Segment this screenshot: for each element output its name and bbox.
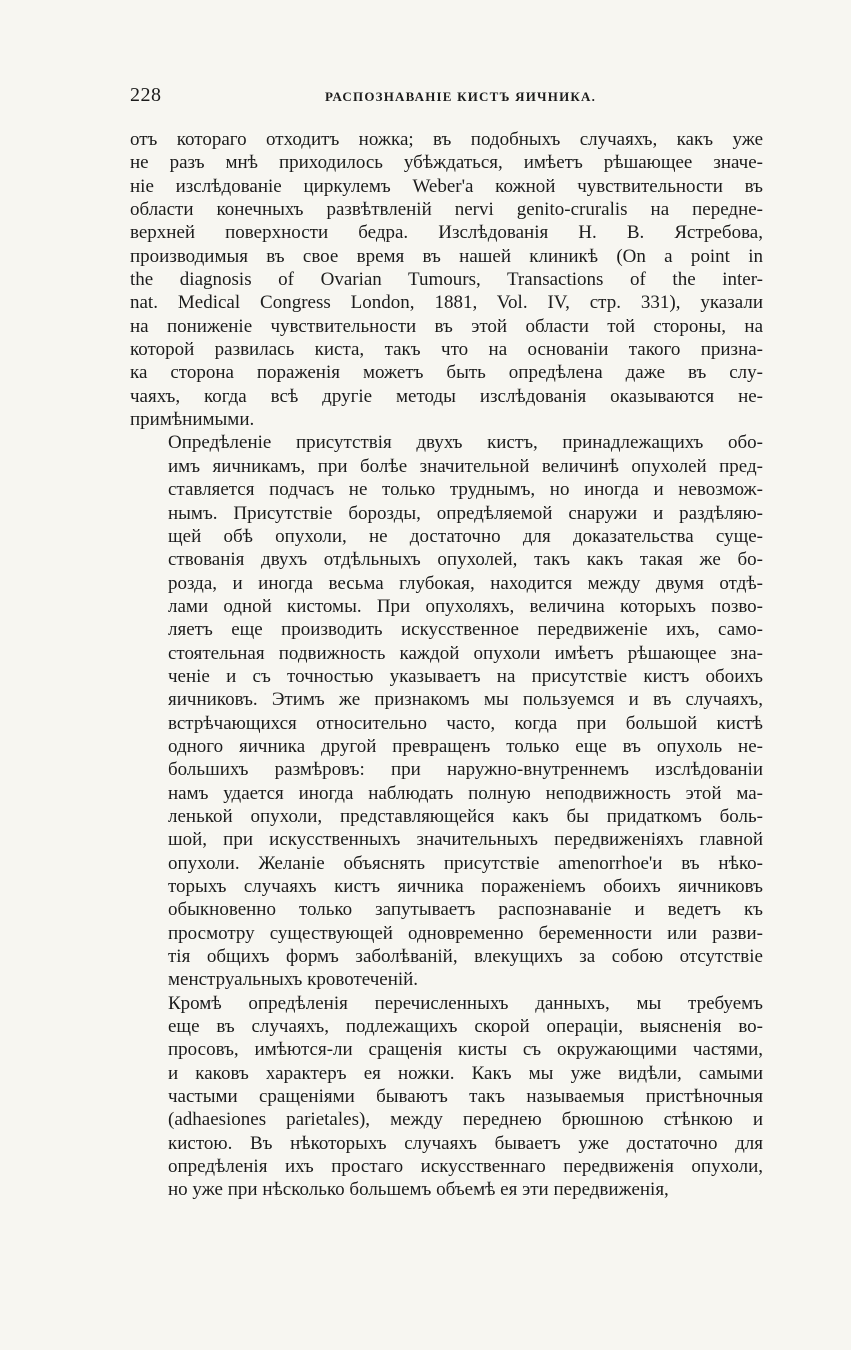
text-line: the diagnosis of Ovarian Tumours, Transactions of the inter- bbox=[130, 269, 763, 291]
text-line: верхней поверхности бедра. Изслѣдованія Н. В. Ястребова, bbox=[130, 222, 763, 244]
text-line: обыкновенно только запутываетъ распознаваніе и ведетъ къ bbox=[168, 899, 763, 921]
text-line: ленькой опухоли, представляющейся какъ бы придаткомъ боль- bbox=[168, 805, 763, 827]
text-line: которой развилась киста, такъ что на основаніи такого призна- bbox=[130, 339, 763, 361]
paragraph-3 bbox=[130, 992, 763, 1202]
text-line: ка сторона пораженія можетъ быть опредѣлена даже въ слу- bbox=[130, 362, 763, 384]
text-line: опредѣленія ихъ простаго искусственнаго передвиженія опухоли, bbox=[168, 1156, 763, 1178]
text-line: щей обѣ опухоли, не достаточно для доказательства суще- bbox=[168, 525, 763, 547]
text-line: nat. Medical Congress London, 1881, Vol. IV, стр. 331), указали bbox=[130, 292, 763, 314]
text-line: просмотру существующей одновременно беременности или разви- bbox=[168, 922, 763, 944]
page-number: 228 bbox=[130, 84, 162, 106]
text-line: нымъ. Присутствіе борозды, опредѣляемой снаружи и раздѣляю- bbox=[168, 502, 763, 524]
text-line: намъ удается иногда наблюдать полную неподвижность этой ма- bbox=[168, 782, 763, 804]
text-line: кистою. Въ нѣкоторыхъ случаяхъ бываетъ уже достаточно для bbox=[168, 1132, 763, 1154]
text-line: торыхъ случаяхъ кистъ яичника пораженіемъ обоихъ яичниковъ bbox=[168, 876, 763, 897]
text-line: ставляется подчасъ не только труднымъ, но иногда и невозмож- bbox=[168, 479, 763, 501]
text-line: (adhaesiones parietales), между переднею брюшною стѣнкою и bbox=[168, 1109, 763, 1131]
text-line: Кромѣ опредѣленія перечисленныхъ данныхъ, мы требуемъ bbox=[168, 992, 763, 1014]
text-line: ляетъ еще производить искусственное передвиженіе ихъ, само- bbox=[168, 619, 763, 641]
text-line: яичниковъ. Этимъ же признакомъ мы пользуемся и въ случаяхъ, bbox=[168, 689, 763, 711]
text-line: лами одной кистомы. При опухоляхъ, величина которыхъ позво- bbox=[168, 595, 763, 617]
paragraph-1 bbox=[130, 128, 763, 431]
text-line: отъ котораго отходитъ ножка; въ подобныхъ случаяхъ, какъ уже bbox=[130, 129, 763, 150]
text-line: не разъ мнѣ приходилось убѣждаться, имѣетъ рѣшающее значе- bbox=[130, 152, 763, 174]
text-line: имъ яичникамъ, при болѣе значительной величинѣ опухолей пред- bbox=[168, 455, 763, 477]
text-line: тія общихъ формъ заболѣваній, влекущихъ за собою отсутствіе bbox=[168, 946, 763, 968]
page-header bbox=[130, 84, 763, 108]
text-line: стоятельная подвижность каждой опухоли имѣетъ рѣшающее зна- bbox=[168, 642, 763, 664]
running-title: РАСПОЗНАВАНІЕ КИСТЪ ЯИЧНИКА. bbox=[325, 89, 597, 104]
text-line: частыми сращеніями бываютъ такъ называемыя пристѣночныя bbox=[168, 1086, 763, 1108]
text-line: менструальныхъ кровотеченій. bbox=[168, 969, 419, 991]
text-line: ченіе и съ точностью указываетъ на присутствіе кистъ обоихъ bbox=[168, 665, 763, 687]
text-line: и каковъ характеръ ея ножки. Какъ мы уже видѣли, самыми bbox=[168, 1062, 763, 1084]
text-line: встрѣчающихся относительно часто, когда при большой кистѣ bbox=[168, 712, 763, 734]
text-line: ствованія двухъ отдѣльныхъ опухолей, такъ какъ такая же бо- bbox=[168, 549, 763, 571]
body-text bbox=[130, 128, 763, 1202]
text-line: одного яичника другой превращенъ только еще въ опухоль не- bbox=[168, 735, 763, 757]
text-line: розда, и иногда весьма глубокая, находится между двумя отдѣ- bbox=[168, 572, 763, 594]
text-line: опухоли. Желаніе объяснять присутствіе amenorrhoe'и въ нѣко- bbox=[168, 852, 763, 874]
paragraph-2 bbox=[130, 431, 763, 991]
text-line: области конечныхъ развѣтвленій nervi genito-cruralis на передне- bbox=[130, 199, 763, 221]
text-line: но уже при нѣсколько большемъ объемѣ ея эти передвиженія, bbox=[168, 1179, 669, 1201]
text-line: большихъ размѣровъ: при наружно-внутреннемъ изслѣдованіи bbox=[168, 759, 763, 781]
text-line: шой, при искусственныхъ значительныхъ передвиженіяхъ главной bbox=[168, 829, 763, 851]
text-line: производимыя въ свое время въ нашей клиникѣ (On a point in bbox=[130, 245, 763, 267]
text-line: чаяхъ, когда всѣ другіе методы изслѣдованія оказываются не- bbox=[130, 385, 763, 407]
text-line: ніе изслѣдованіе циркулемъ Weber'а кожной чувствительности въ bbox=[130, 175, 763, 197]
text-line: на пониженіе чувствительности въ этой области той стороны, на bbox=[130, 315, 763, 337]
text-line: еще въ случаяхъ, подлежащихъ скорой операціи, выясненія во- bbox=[168, 1016, 763, 1038]
text-line: Опредѣленіе присутствія двухъ кистъ, принадлежащихъ обо- bbox=[168, 432, 763, 454]
text-line: примѣнимыми. bbox=[130, 409, 255, 431]
text-line: просовъ, имѣются-ли сращенія кисты съ окружающими частями, bbox=[168, 1039, 763, 1061]
